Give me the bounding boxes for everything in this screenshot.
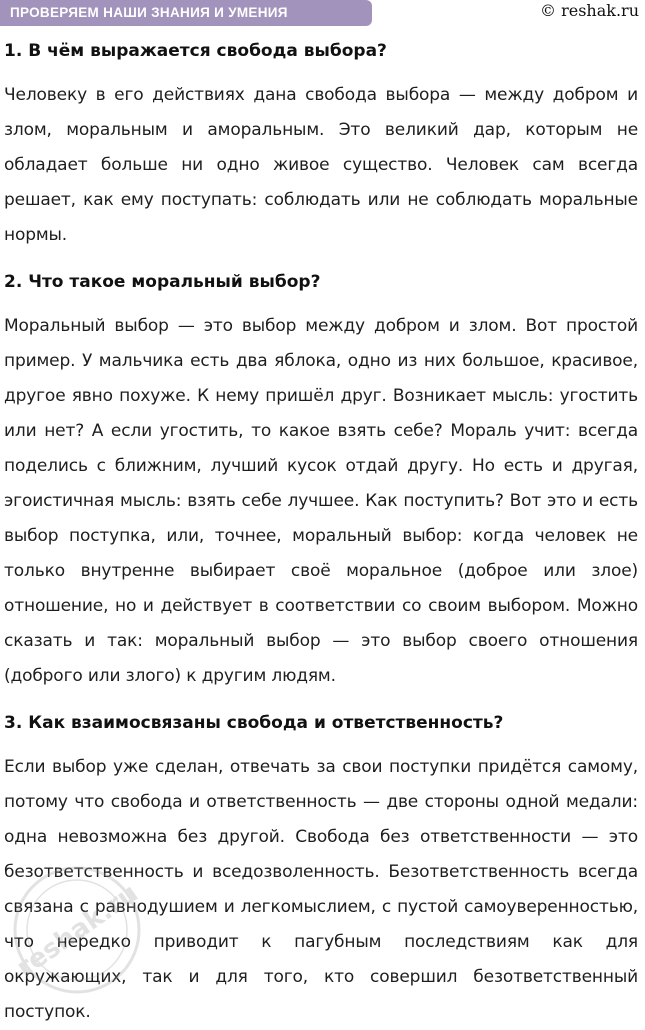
answers-content bbox=[4, 40, 638, 1030]
question-2-title: 2. Что такое моральный выбор? bbox=[4, 272, 321, 292]
answer-2-text: Моральный выбор — это выбор между добром и злом. Вот простой пример. У мальчика есть два яблока, одно из них большое, красивое, другое явно похуже. К нему пришёл друг. Возникает мысль: угостить или нет? А если угостить, то какое взять себе? Мораль учит: всегда поделись с ближним, лучший кусок отдай другу. Но есть и другая, эгоистичная мысль: взять себе лучшее. Как поступить? Вот это и есть выбор поступка, или, точнее, моральный выбор: когда человек не только внутренне выбирает своё моральное (доброе или злое) отношение, но и действует в соответствии со своим выбором. Можно сказать и так: моральный выбор — это выбор своего отношения (доброго или злого) к другим людям. bbox=[4, 316, 638, 686]
question-3-title: 3. Как взаимосвязаны свобода и ответственность? bbox=[4, 713, 504, 733]
answer-1-text: Человеку в его действиях дана свобода выбора — между добром и злом, моральным и аморальным. Это великий дар, которым не обладает больше ни одно живое существо. Человек сам всегда решает, как ему поступать: соблюдать или не соблюдать моральные нормы. bbox=[4, 85, 638, 245]
question-1-title: 1. В чём выражается свобода выбора? bbox=[4, 41, 387, 61]
site-credit: © reshak.ru bbox=[540, 1, 639, 20]
answer-3-text: Если выбор уже сделан, отвечать за свои поступки придётся самому, потому что свобода и ответственность — две стороны одной медали: одна невозможна без другой. Свобода без ответственности — это безответственность и вседозволенность. Безответственность всегда связана с равнодушием и легкомыслием, с пустой самоуверенностью, что нередко приводит к пагубным последствиям как для окружающих, так и для того, кто совершил безответственный поступок. bbox=[4, 757, 638, 1022]
svg-text:reshak.ru: reshak.ru bbox=[11, 878, 144, 984]
section-banner: ПРОВЕРЯЕМ НАШИ ЗНАНИЯ И УМЕНИЯ bbox=[0, 0, 372, 26]
